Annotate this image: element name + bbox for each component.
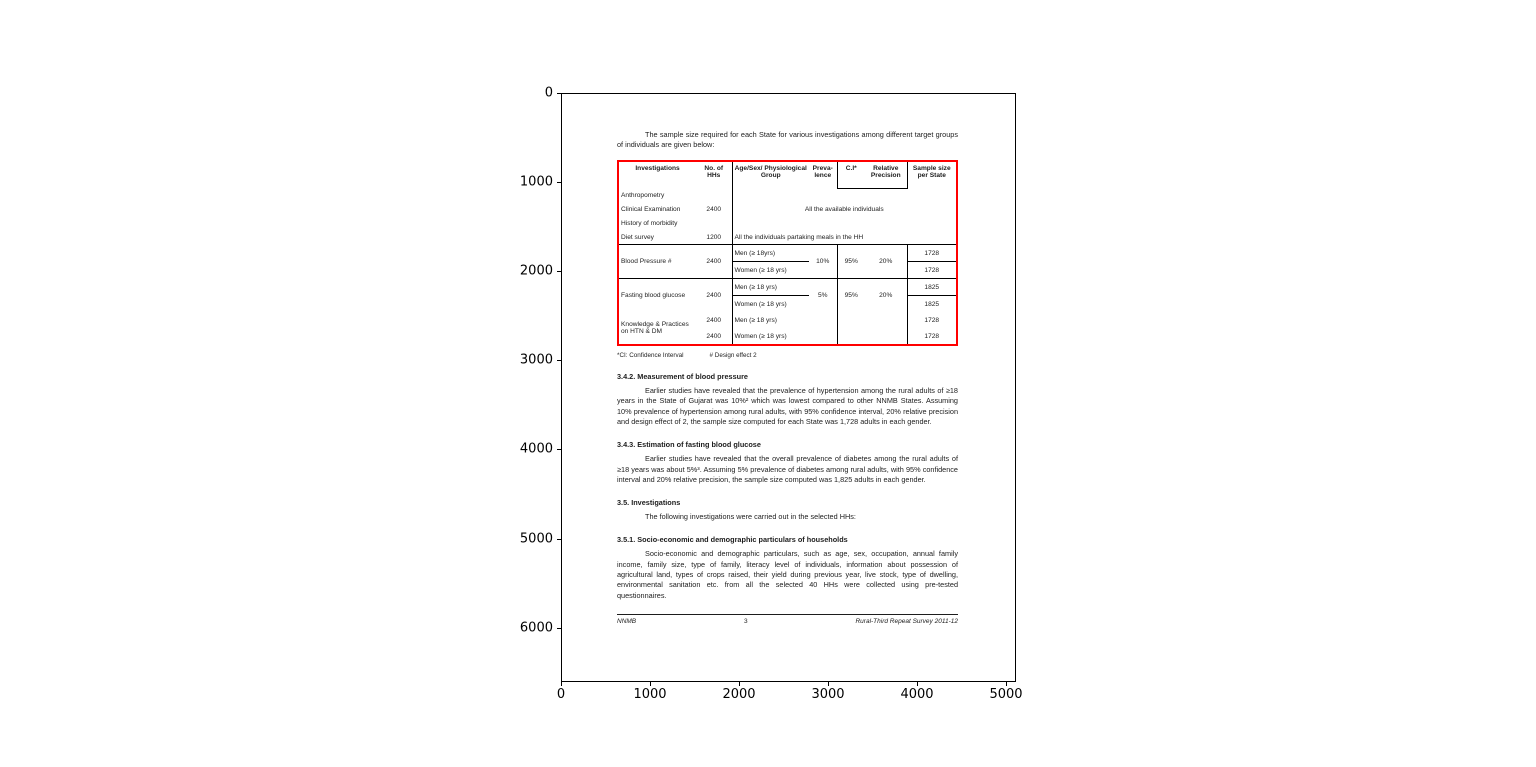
hhs-cell: 2400 <box>706 205 722 213</box>
group-cell: Men (≥ 18 yrs) <box>732 312 809 328</box>
header-ci: C.I* <box>837 161 865 189</box>
x-axis-tick-label: 4000 <box>900 687 934 702</box>
prevalence-cell <box>809 312 837 345</box>
x-axis-tick-label: 2000 <box>722 687 756 702</box>
header-age-sex-group: Age/Sex/ Physiological Group <box>732 161 809 189</box>
section-heading-3-5: 3.5. Investigations <box>617 498 681 508</box>
section-heading-3-5-1: 3.5.1. Socio-economic and demographic particulars of households <box>617 535 848 545</box>
precision-cell: 20% <box>865 245 907 279</box>
sample-size-cell: 1825 <box>907 296 957 313</box>
ci-cell: 95% <box>837 245 865 279</box>
x-axis-tick-label: 5000 <box>989 687 1023 702</box>
investigation-cell: History of morbidity <box>621 219 678 227</box>
sample-size-cell: 1825 <box>907 279 957 296</box>
y-axis-tick-label: 0 <box>544 85 553 101</box>
precision-cell: 20% <box>865 279 907 313</box>
y-axis-tick-label: 2000 <box>519 263 553 279</box>
prevalence-cell: 10% <box>809 245 837 279</box>
page-content <box>617 130 958 625</box>
x-tick-mark <box>1006 682 1007 686</box>
section-body-3-4-2: Earlier studies have revealed that the prevalence of hypertension among the rural adults of ≥18 years in the State of Gujarat was 10%² which was lowest compared to other NNMB States. Assuming 10% prevalence of hypertension among rural adults, with 95% confidence interval, 20% relative precision and design effect of 2, the sample size computed for each State was 1,728 adults in each gender. <box>617 386 958 426</box>
sample-size-cell: 1728 <box>907 328 957 345</box>
footer-right: Rural-Third Repeat Survey 2011-12 <box>855 617 958 625</box>
section-body-3-4-3: Earlier studies have revealed that the overall prevalence of diabetes among the rural adults of ≥18 years was about 5%³. Assuming 5% prevalence of diabetes among rural adults, with 95% confidence interval and 20% relative precision, the sample size computed was 1,825 adults in each gender. <box>617 454 958 484</box>
y-axis-tick-label: 3000 <box>519 352 553 368</box>
precision-cell <box>865 312 907 345</box>
investigation-cell: Diet survey <box>621 233 654 241</box>
hhs-cell: 1200 <box>706 233 722 241</box>
document-page <box>562 94 1015 681</box>
investigation-cell: Fasting blood glucose <box>618 279 696 313</box>
ci-cell <box>837 312 865 345</box>
y-axis-tick-label: 6000 <box>519 620 553 636</box>
footer-left: NNMB <box>617 617 637 625</box>
sample-size-cell: 1728 <box>907 245 957 262</box>
y-axis-tick-label: 1000 <box>519 174 553 190</box>
header-relative-precision: Relative Precision <box>865 161 907 189</box>
table-row <box>618 279 957 296</box>
table-row <box>618 188 957 202</box>
group-cell: Men (≥ 18 yrs) <box>732 279 809 296</box>
investigation-cell: Knowledge & Practices on HTN & DM <box>621 321 689 336</box>
footer-page-number: 3 <box>744 617 748 625</box>
group-cell: Women (≥ 18 yrs) <box>732 296 809 313</box>
footnote-design-effect: # Design effect 2 <box>709 352 757 360</box>
header-prevalence: Preva-lence <box>812 164 833 179</box>
section-heading-3-4-3: 3.4.3. Estimation of fasting blood glucose <box>617 440 761 450</box>
sample-size-cell: 1728 <box>907 262 957 279</box>
x-axis-tick-label: 0 <box>556 687 566 702</box>
intro-paragraph: The sample size required for each State for various investigations among different target groups of individuals are given below: <box>617 130 958 150</box>
section-body-3-5: The following investigations were carried out in the selected HHs: <box>645 512 856 522</box>
ci-cell: 95% <box>837 279 865 313</box>
hhs-cell <box>696 188 732 202</box>
x-tick-mark <box>917 682 918 686</box>
hhs-cell: 2400 <box>696 245 732 279</box>
table-row <box>618 245 957 262</box>
group-cell: Men (≥ 18yrs) <box>732 245 809 262</box>
group-cell: Women (≥ 18 yrs) <box>732 262 809 279</box>
investigation-cell: Anthropometry <box>621 191 665 199</box>
header-hhs: No. of HHs <box>704 164 724 179</box>
x-axis-tick-label: 3000 <box>811 687 845 702</box>
all-individuals-cell: All the available individuals <box>732 188 957 230</box>
x-tick-mark <box>561 682 562 686</box>
hhs-cell: 2400 <box>706 332 722 340</box>
diet-individuals-cell: All the individuals partaking meals in the HH <box>732 230 957 245</box>
sample-size-table <box>617 160 958 347</box>
section-heading-3-4-2: 3.4.2. Measurement of blood pressure <box>617 372 748 382</box>
hhs-cell: 2400 <box>706 316 722 324</box>
prevalence-cell: 5% <box>809 279 837 313</box>
hhs-cell: 2400 <box>696 279 732 313</box>
x-axis-tick-label: 1000 <box>633 687 667 702</box>
investigation-cell: Clinical Examination <box>621 205 681 213</box>
header-sample-size: Sample size per State <box>907 161 957 189</box>
x-tick-mark <box>739 682 740 686</box>
x-tick-mark <box>650 682 651 686</box>
y-axis-tick-label: 5000 <box>519 531 553 547</box>
x-tick-mark <box>828 682 829 686</box>
page-footer <box>617 614 958 625</box>
table-row <box>618 312 957 328</box>
group-cell: Women (≥ 18 yrs) <box>732 328 809 345</box>
table-header-row <box>618 161 957 189</box>
investigation-cell: Blood Pressure # <box>618 245 696 279</box>
footnote-ci: *CI: Confidence Interval <box>617 352 684 360</box>
table-row <box>618 230 957 245</box>
y-axis-tick-label: 4000 <box>519 441 553 457</box>
sample-size-cell: 1728 <box>907 312 957 328</box>
section-body-3-5-1: Socio-economic and demographic particulars, such as age, sex, occupation, annual family income, family size, type of family, literacy level of individuals, information about possession of agricultural land, types of crops raised, their yield during previous year, live stock, type of dwelling, environmental sanitation etc. from all the selected 40 HHs were collected using pre-tested questionnaires. <box>617 549 958 600</box>
header-investigations: Investigations <box>635 164 680 172</box>
table-footnote <box>617 352 958 359</box>
hhs-cell <box>696 216 732 230</box>
